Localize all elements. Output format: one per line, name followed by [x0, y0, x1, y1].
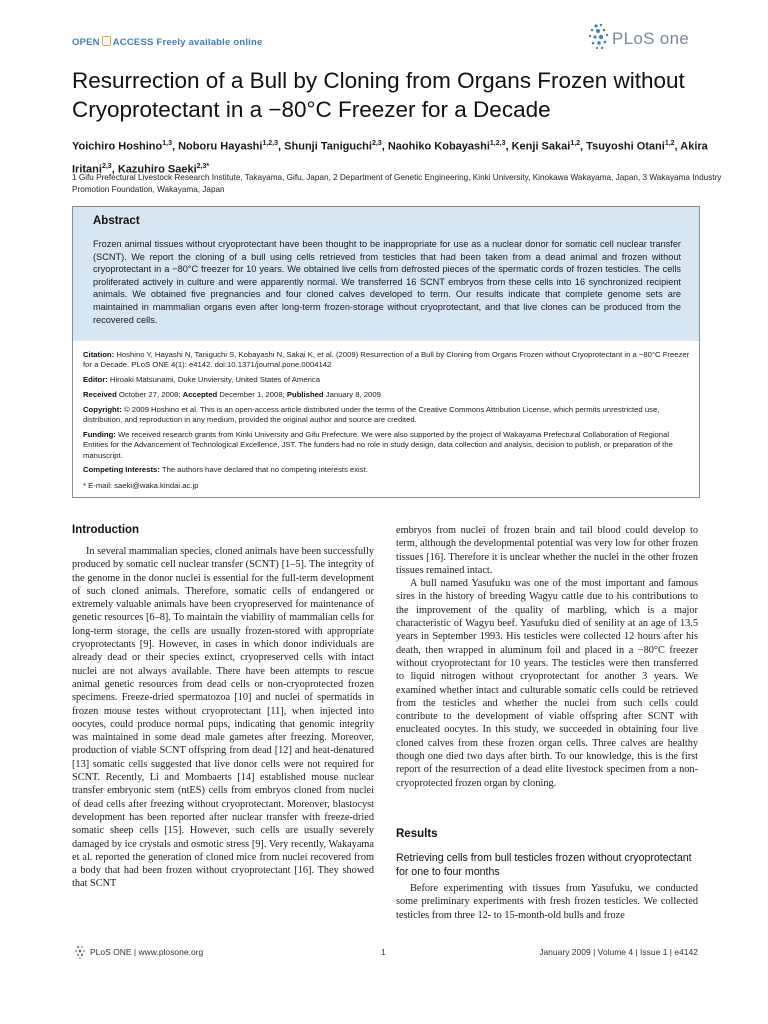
citation [83, 350, 691, 371]
copyright [83, 405, 691, 426]
author-name: Kenji Sakai [511, 140, 571, 153]
funding [83, 430, 691, 461]
competing-interests [83, 465, 691, 475]
author-name: Akira Iritani [72, 140, 708, 176]
introduction-heading: Introduction [72, 524, 140, 536]
column-right [396, 524, 698, 790]
abstract-text: Frozen animal tissues without cryoprotectant have been thought to be inappropriate for use as a nuclear donor for somatic cell nuclear transfer (SCNT). We report the cloning of a bull using cells retrieved from testicles that had been taken from a dead animal and frozen without cryoprotectant in a −80°C freezer for 10 years. We obtained live cells from defrosted pieces of the spermatic cords of frozen testicles. The cells proliferated actively in culture and were apparently normal. We transferred 16 SCNT embryos from these cells into 16 synchronized recipient animals. We obtained five pregnancies and four cloned calves developed to term. Our results indicate that complete genome sets are maintained in mammalian organs even after long-term frozen-storage without cryoprotectant, and that live clones can be produced from the recovered cells. [93, 239, 681, 325]
competing-text: The authors have declared that no competing interests exist. [161, 465, 368, 474]
page-footer [72, 944, 698, 960]
author-name: Noboru Hayashi [178, 140, 263, 153]
email: * E-mail: saeki@waka.kindai.ac.jp [83, 481, 199, 490]
page-number: 1 [381, 947, 386, 957]
author-affiliation-marker: 2,3 [101, 162, 112, 170]
received-label: Received [83, 390, 117, 399]
author-affiliation-marker: 1,2,3 [262, 140, 279, 147]
plos-footer-icon [72, 944, 88, 960]
published-date: January 8, 2009 [325, 390, 381, 399]
results-column [396, 882, 698, 922]
author-affiliation-marker: 1,2,3 [489, 140, 506, 147]
results-paragraph-1: Before experimenting with tissues from Yasufuku, we conducted some preliminary experiments with fresh frozen testicles. We collected testicles from three 12- to 15-month-old bulls and froze [396, 883, 698, 921]
intro-paragraph-2: A bull named Yasufuku was one of the most important and famous sires in the history of breeding Wagyu cattle due to his contributions to the improvement of the quality of marbling, which is a major characteristic of Wagyu beef. Yasufuku died of senility at an age of 13.5 years in September 1993. His testicles were collected 12 hours after his death, then wrapped in aluminum foil and placed in a −80°C freezer without cryoprotectant for 10 years. The testicles were then transferred to liquid nitrogen without cryoprotectant for another 3 years. We examined whether intact and culturable somatic cells could be retrieved from the testicles and whether the nuclei from such cells could contribute to the development of viable offspring after SCNT with enucleated oocytes. In this study, we succeeded in obtaining four live cloned calves from these frozen organ cells. Three calves are healthy though one died two days after birth. To our knowledge, this is the first report of the resurrection of a dead elite livestock specimen from a non-cryoprotected frozen organ by cloning. [396, 578, 698, 789]
published-label: Published [286, 390, 324, 399]
author-affiliation-marker: 2,3* [196, 162, 210, 170]
funding-text: We received research grants from Kinki University and Gifu Prefecture. We were also supported by the project of Wakayama Prefectural Collaboration of Regional Entities for the Advancement of Technological Excellence, JST. The funders had no role in study design, data collection and analysis, decision to publish, or preparation of the manuscript. [83, 430, 673, 460]
column-left [72, 545, 374, 891]
accepted-date: December 1, 2008; [219, 390, 285, 399]
access-label: ACCESS [112, 37, 154, 48]
abstract-box [72, 206, 700, 498]
plos-one-wordmark: PLoS one [612, 29, 690, 48]
intro-paragraph-1: In several mammalian species, cloned animals have been successfully produced by somatic cell nuclear transfer (SCNT) [1–5]. The integrity of the genome in the donor nuclei is essential for the full-term development of such cloned animals. Therefore, somatic cells of endangered or extremely valuable animals have been cryopreserved for maintenance of genetic resources [6–8]. To maintain the viability of mammalian cells for long-term storage, the cells are usually frozen-stored with appropriate cryoprotectants [9]. However, in cases in which donor individuals are already dead or their species extinct, cryopreserved cells with intact nuclei are not always available. There have been attempts to rescue animal genetic resources from dead cells or non-cryoprotected frozen specimens. Freeze-dried spermatozoa [10] and nuclei of spermatids in frozen mouse testes without cryoprotectant [11], when injected into oocytes, could produce normal pups, indicating that genomic integrity was maintained in some dead male gametes after freezing. Moreover, production of viable SCNT offspring from dead [12] and heat-denatured [13] somatic cells suggested that live donor cells were not required for SCNT. Recently, Li and Mombaerts [14] established mouse nuclear transfer embryonic stem (ntES) cells from embryos cloned from nuclei of dead cells after freezing without cryoprotectant. Moreover, blastocyst development has been reported after nuclear transfer with freeze-dried somatic sheep cells [15]. However, such cells are usually severely damaged by ice crystals and osmotic stress [9]. Very recently, Wakayama et al. reported the generation of cloned mice from nuclei recovered from a body that had been frozen without cryoprotectant [16]. They showed that SCNT [72, 546, 374, 890]
abstract-heading: Abstract [93, 215, 140, 227]
author-affiliation-marker: 1,2 [664, 140, 675, 147]
copyright-label: Copyright: [83, 405, 122, 414]
received-date: October 27, 2008; [118, 390, 181, 399]
accepted-label: Accepted [182, 390, 218, 399]
results-heading: Results [396, 828, 438, 840]
competing-label: Competing Interests: [83, 465, 160, 474]
editor-text: Hiroaki Matsunami, Duke Unviersity, United States of America [109, 375, 320, 384]
citation-text: Hoshino Y, Hayashi N, Taniguchi S, Kobayashi N, Sakai K, et al. (2009) Resurrection of a Bull by Cloning from Organs Frozen without Cryoprotectant in a −80°C Freezer for a Decade. PLoS ONE 4(1): e4142. doi:10.1371/journal.pone.0004142 [83, 350, 690, 370]
editor [83, 375, 691, 385]
article-title: Resurrection of a Bull by Cloning from Organs Frozen without Cryoprotectant in a −80°C Freezer for a Decade [72, 68, 685, 122]
freely-available-label: Freely available online [156, 37, 263, 48]
editor-label: Editor: [83, 375, 108, 384]
footer-journal: PLoS ONE | www.plosone.org [90, 947, 204, 957]
plos-dots-icon [586, 22, 612, 52]
results-subheading: Retrieving cells from bull testicles frozen without cryoprotectant for one to four months [396, 852, 692, 878]
author-name: Tsuyoshi Otani [586, 140, 665, 153]
author-affiliation-marker: 1,3 [162, 140, 172, 147]
citation-label: Citation: [83, 350, 115, 359]
author-list: Yoichiro Hoshino$^{1,3}$, Noboru Hayashi$^{1,2,3}$, Shunji Taniguchi$^{2,3}$, Naohiko Kobayashi$^{1,2,3}$, Kenji Sakai$^{1,2}$, Tsuyoshi Otani$^{1,2}$, Akira Iritani$^{2,3}$, Kazuhiro Saeki$^{2,3*}$ [72, 140, 708, 176]
author-name: Yoichiro Hoshino [72, 140, 163, 153]
footer-issue: January 2009 | Volume 4 | Issue 1 | e4142 [539, 947, 698, 957]
open-access-banner [72, 36, 263, 48]
abstract-panel [73, 207, 699, 341]
plos-one-logo [586, 22, 696, 54]
affiliations: 1 Gifu Prefectural Livestock Research Institute, Takayama, Gifu, Japan, 2 Department of Genetic Engineering, Kinki University, Kinokawa Wakayama, Japan, 3 Wakayama Industry Promotion Foundation, Wakayama, Japan [72, 173, 722, 194]
lock-icon [102, 36, 111, 46]
author-name: Shunji Taniguchi [284, 140, 372, 153]
author-affiliation-marker: 1,2 [570, 140, 581, 147]
copyright-text: © 2009 Hoshino et al. This is an open-access article distributed under the terms of the Creative Commons Attribution License, which permits unrestricted use, distribution, and reproduction in any medium, provided the original author and source are credited. [83, 405, 660, 425]
intro-paragraph-continued: embryos from nuclei of frozen brain and tail blood could develop to term, although the developmental potential was very low for other frozen tissues [16]. Therefore it is unclear whether the nuclei in the other frozen tissues remained intact. [396, 525, 698, 576]
funding-label: Funding: [83, 430, 116, 439]
author-name: Kazuhiro Saeki [117, 163, 197, 176]
author-affiliation-marker: 2,3 [371, 140, 382, 147]
author-name: Naohiko Kobayashi [387, 140, 490, 153]
dates [83, 390, 691, 400]
open-label: OPEN [72, 37, 100, 48]
